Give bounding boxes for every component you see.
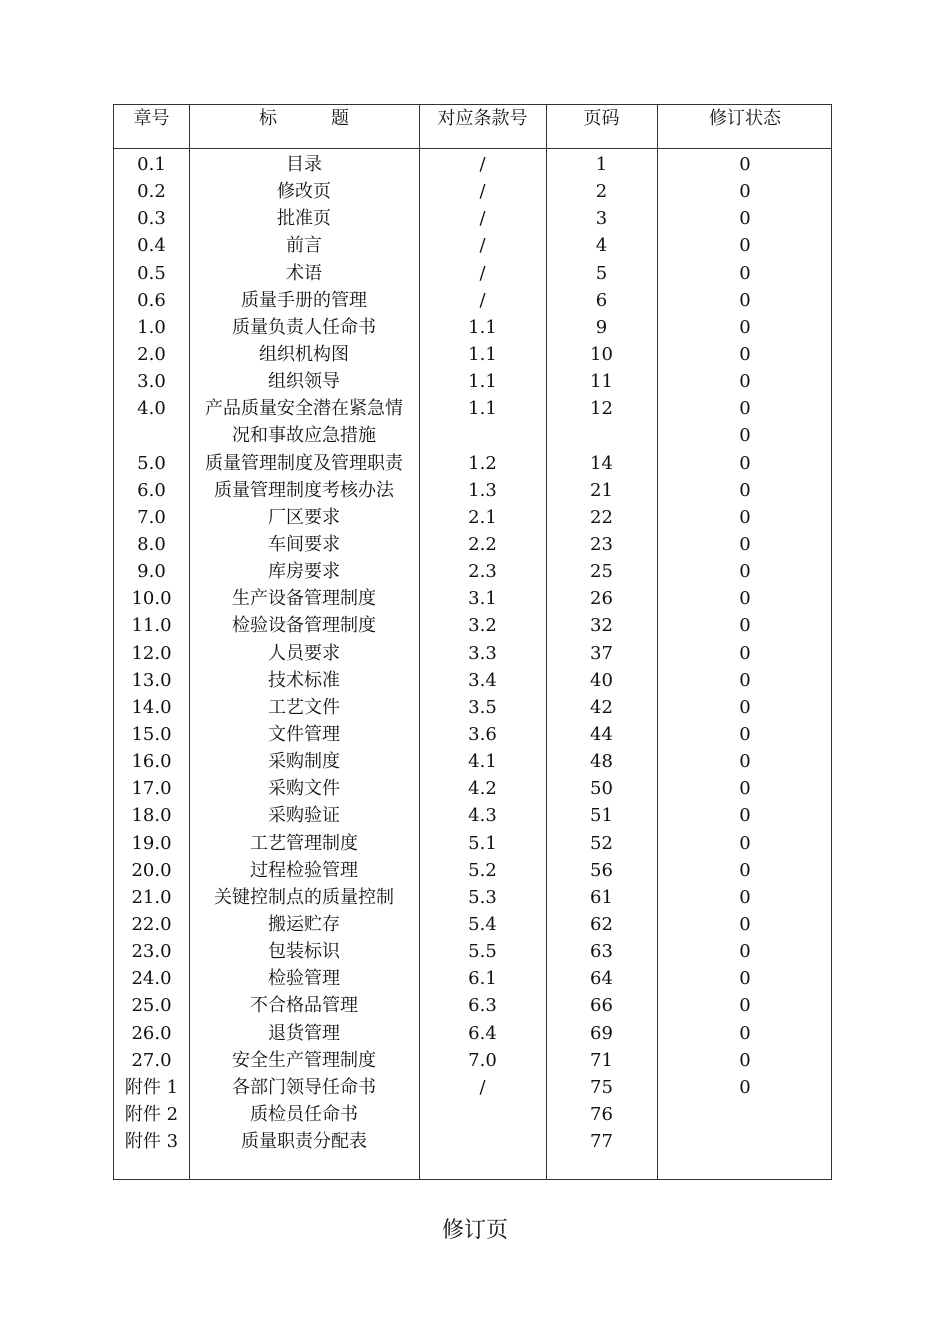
table-row — [114, 287, 831, 314]
revision-cell: 0 — [739, 642, 751, 664]
revision-cell: 0 — [739, 832, 751, 854]
table-row — [114, 260, 831, 287]
page-cell: 71 — [590, 1049, 613, 1071]
clause-cell: / — [479, 181, 486, 203]
table-row — [114, 748, 831, 775]
header-revision: 修订状态 — [709, 108, 781, 129]
title-cell: 质量手册的管理 — [241, 289, 367, 311]
table-row — [114, 992, 831, 1019]
table-row — [114, 612, 831, 639]
revision-cell: 0 — [739, 968, 751, 990]
table-row — [114, 802, 831, 829]
page-cell: 64 — [590, 968, 613, 990]
table-row — [114, 151, 831, 178]
page-cell: 9 — [595, 316, 608, 338]
table-row — [114, 640, 831, 667]
chapter-cell: 0.6 — [137, 289, 166, 311]
clause-cell: 7.0 — [468, 1049, 497, 1071]
title-cell: 采购文件 — [268, 778, 340, 800]
title-cell: 工艺文件 — [268, 696, 340, 718]
title-cell: 质检员任命书 — [250, 1103, 358, 1125]
table-row — [114, 341, 831, 368]
chapter-cell: 附件 3 — [124, 1131, 179, 1153]
chapter-cell: 0.3 — [137, 208, 166, 230]
page-cell: 50 — [590, 778, 613, 800]
revision-cell: 0 — [739, 181, 751, 203]
table-row — [114, 1101, 831, 1128]
chapter-cell: 22.0 — [131, 913, 172, 935]
page-cell: 40 — [590, 669, 613, 691]
title-cell: 修改页 — [277, 181, 331, 203]
table-row — [114, 422, 831, 449]
title-cell: 况和事故应急措施 — [232, 425, 376, 447]
title-cell: 各部门领导任命书 — [232, 1076, 376, 1098]
clause-cell: / — [479, 1076, 486, 1098]
table-row — [114, 911, 831, 938]
chapter-cell: 3.0 — [137, 371, 166, 393]
chapter-cell: 12.0 — [131, 642, 172, 664]
title-cell: 目录 — [286, 154, 322, 175]
chapter-cell: 21.0 — [131, 886, 172, 908]
table-row — [114, 504, 831, 531]
page-cell — [546, 422, 657, 449]
title-cell: 质量管理制度考核办法 — [214, 479, 394, 501]
chapter-cell: 2.0 — [137, 343, 166, 365]
clause-cell: 3.3 — [468, 642, 497, 664]
page-cell: 52 — [590, 832, 613, 854]
revision-cell: 0 — [739, 995, 751, 1017]
title-cell: 组织领导 — [268, 371, 340, 393]
clause-cell: 2.2 — [468, 533, 497, 555]
clause-cell: 5.5 — [468, 941, 497, 963]
revision-cell: 0 — [739, 452, 751, 474]
chapter-cell: 19.0 — [131, 832, 172, 854]
page-cell: 32 — [590, 615, 613, 637]
header-title: 标 题 — [259, 108, 349, 129]
chapter-cell: 6.0 — [137, 479, 166, 501]
chapter-cell: 11.0 — [131, 615, 172, 637]
page-cell: 4 — [595, 235, 608, 257]
chapter-cell: 0.2 — [137, 181, 166, 203]
revision-cell: 0 — [739, 1022, 751, 1044]
table-row — [114, 667, 831, 694]
revision-cell: 0 — [739, 425, 751, 447]
clause-cell: 6.3 — [468, 995, 497, 1017]
clause-cell: 5.4 — [468, 913, 497, 935]
revision-cell: 0 — [739, 479, 751, 501]
chapter-cell: 4.0 — [137, 398, 166, 420]
page-cell: 12 — [590, 398, 613, 420]
chapter-cell: 5.0 — [137, 452, 166, 474]
revision-cell: 0 — [739, 561, 751, 583]
table-row — [114, 450, 831, 477]
table-row — [114, 857, 831, 884]
revision-cell: 0 — [739, 316, 751, 338]
title-cell: 搬运贮存 — [268, 913, 340, 935]
table-row — [114, 531, 831, 558]
title-cell: 质量管理制度及管理职责 — [205, 452, 403, 474]
chapter-cell: 15.0 — [131, 723, 172, 745]
page-cell: 23 — [590, 533, 613, 555]
table-row — [114, 477, 831, 504]
header-chapter: 章号 — [133, 108, 170, 129]
chapter-cell: 26.0 — [131, 1022, 172, 1044]
clause-cell: / — [479, 262, 486, 284]
page-cell: 6 — [595, 289, 608, 311]
chapter-cell: 0.5 — [137, 262, 166, 284]
clause-cell: / — [479, 208, 486, 230]
clause-cell: 5.2 — [468, 859, 497, 881]
revision-cell: 0 — [739, 533, 751, 555]
contents-table — [113, 104, 832, 1180]
chapter-cell: 1.0 — [137, 316, 166, 338]
table-row — [114, 775, 831, 802]
page-cell: 44 — [590, 723, 613, 745]
chapter-cell: 附件 2 — [124, 1103, 179, 1125]
chapter-cell: 24.0 — [131, 968, 172, 990]
title-cell: 人员要求 — [268, 642, 340, 664]
chapter-cell: 20.0 — [131, 859, 172, 881]
revision-cell — [657, 1101, 833, 1128]
revision-cell: 0 — [739, 696, 751, 718]
clause-cell: 3.2 — [468, 615, 497, 637]
clause-cell: 2.3 — [468, 561, 497, 583]
clause-cell: 3.6 — [468, 723, 497, 745]
table-row — [114, 232, 831, 259]
clause-cell: 1.1 — [468, 371, 497, 393]
title-cell: 退货管理 — [268, 1022, 340, 1044]
clause-cell: 1.3 — [468, 479, 497, 501]
chapter-cell: 9.0 — [137, 561, 166, 583]
chapter-cell: 8.0 — [137, 533, 166, 555]
revision-cell: 0 — [739, 778, 751, 800]
table-row — [114, 368, 831, 395]
title-cell: 前言 — [286, 235, 322, 257]
table-row — [114, 694, 831, 721]
page-cell: 25 — [590, 561, 613, 583]
table-row — [114, 965, 831, 992]
revision-cell: 0 — [739, 1076, 751, 1098]
revision-cell: 0 — [739, 886, 751, 908]
title-cell: 过程检验管理 — [250, 859, 358, 881]
table-row — [114, 938, 831, 965]
clause-cell — [419, 422, 546, 449]
title-cell: 检验管理 — [268, 968, 340, 990]
clause-cell — [419, 1101, 546, 1128]
revision-cell: 0 — [739, 154, 751, 175]
clause-cell: 1.2 — [468, 452, 497, 474]
chapter-cell: 附件 1 — [124, 1076, 179, 1098]
table-row — [114, 585, 831, 612]
chapter-cell: 0.1 — [137, 154, 166, 175]
title-cell: 车间要求 — [268, 533, 340, 555]
page-cell: 63 — [590, 941, 613, 963]
title-cell: 文件管理 — [268, 723, 340, 745]
table-row — [114, 314, 831, 341]
page-cell: 21 — [590, 479, 613, 501]
title-cell: 关键控制点的质量控制 — [214, 886, 394, 908]
title-cell: 术语 — [286, 262, 322, 284]
chapter-cell: 10.0 — [131, 588, 172, 610]
chapter-cell: 23.0 — [131, 941, 172, 963]
page-cell: 22 — [590, 506, 613, 528]
table-row — [114, 205, 831, 232]
revision-cell: 0 — [739, 343, 751, 365]
chapter-cell: 16.0 — [131, 751, 172, 773]
page-cell: 10 — [590, 343, 613, 365]
title-cell: 质量负责人任命书 — [232, 316, 376, 338]
clause-cell: 3.1 — [468, 588, 497, 610]
revision-cell: 0 — [739, 723, 751, 745]
revision-cell: 0 — [739, 913, 751, 935]
revision-cell: 0 — [739, 289, 751, 311]
table-row — [114, 1128, 831, 1155]
page-cell: 76 — [590, 1103, 613, 1125]
table-row — [114, 178, 831, 205]
title-cell: 采购验证 — [268, 805, 340, 827]
title-cell: 组织机构图 — [259, 343, 349, 365]
revision-cell: 0 — [739, 669, 751, 691]
clause-cell: 3.4 — [468, 669, 497, 691]
clause-cell: 1.1 — [468, 316, 497, 338]
clause-cell: / — [479, 235, 486, 257]
revision-cell: 0 — [739, 941, 751, 963]
page-cell: 26 — [590, 588, 613, 610]
title-cell: 批准页 — [277, 208, 331, 230]
page-cell: 77 — [590, 1131, 613, 1153]
clause-cell: 3.5 — [468, 696, 497, 718]
clause-cell: 5.3 — [468, 886, 497, 908]
clause-cell: 6.1 — [468, 968, 497, 990]
page-cell: 37 — [590, 642, 613, 664]
clause-cell: 4.3 — [468, 805, 497, 827]
page-cell: 48 — [590, 751, 613, 773]
page-cell: 56 — [590, 859, 613, 881]
table-body — [114, 151, 831, 1155]
chapter-cell: 7.0 — [137, 506, 166, 528]
revision-cell: 0 — [739, 588, 751, 610]
revision-cell: 0 — [739, 371, 751, 393]
revision-cell — [657, 1128, 833, 1155]
title-cell: 不合格品管理 — [250, 995, 358, 1017]
page-cell: 69 — [590, 1022, 613, 1044]
revision-cell: 0 — [739, 262, 751, 284]
chapter-cell: 18.0 — [131, 805, 172, 827]
page-cell: 11 — [590, 371, 613, 393]
title-cell: 采购制度 — [268, 751, 340, 773]
clause-cell: 1.1 — [468, 343, 497, 365]
chapter-cell: 14.0 — [131, 696, 172, 718]
page-cell: 75 — [590, 1076, 613, 1098]
page-cell: 42 — [590, 696, 613, 718]
title-cell: 检验设备管理制度 — [232, 615, 376, 637]
chapter-cell: 13.0 — [131, 669, 172, 691]
table-row — [114, 395, 831, 422]
revision-cell: 0 — [739, 235, 751, 257]
header-page: 页码 — [583, 108, 620, 129]
chapter-cell: 0.4 — [137, 235, 166, 257]
title-cell: 工艺管理制度 — [250, 832, 358, 854]
title-cell: 安全生产管理制度 — [232, 1049, 376, 1071]
page-cell: 1 — [595, 154, 608, 175]
clause-cell: / — [479, 154, 486, 175]
table-row — [114, 558, 831, 585]
table-row — [114, 1020, 831, 1047]
page-cell: 62 — [590, 913, 613, 935]
clause-cell — [419, 1128, 546, 1155]
page-cell: 5 — [595, 262, 608, 284]
revision-cell: 0 — [739, 859, 751, 881]
revision-cell: 0 — [739, 208, 751, 230]
title-cell: 包装标识 — [268, 941, 340, 963]
page-cell: 51 — [590, 805, 613, 827]
title-cell: 库房要求 — [268, 561, 340, 583]
table-row — [114, 721, 831, 748]
table-row — [114, 884, 831, 911]
header-divider — [114, 148, 831, 149]
table-row — [114, 1074, 831, 1101]
revision-cell: 0 — [739, 615, 751, 637]
clause-cell: 1.1 — [468, 398, 497, 420]
clause-cell: 2.1 — [468, 506, 497, 528]
page-cell: 14 — [590, 452, 613, 474]
clause-cell: 5.1 — [468, 832, 497, 854]
table-row — [114, 1047, 831, 1074]
clause-cell: 6.4 — [468, 1022, 497, 1044]
title-cell: 厂区要求 — [268, 506, 340, 528]
page-cell: 3 — [595, 208, 608, 230]
chapter-cell: 17.0 — [131, 778, 172, 800]
revision-cell: 0 — [739, 506, 751, 528]
chapter-cell — [114, 422, 189, 449]
revision-page-title: 修订页 — [441, 1218, 508, 1243]
clause-cell: 4.2 — [468, 778, 497, 800]
page-cell: 66 — [590, 995, 613, 1017]
clause-cell: 4.1 — [468, 751, 497, 773]
clause-cell: / — [479, 289, 486, 311]
page-cell: 61 — [590, 886, 613, 908]
title-cell: 技术标准 — [268, 669, 340, 691]
revision-cell: 0 — [739, 805, 751, 827]
table-row — [114, 830, 831, 857]
chapter-cell: 25.0 — [131, 995, 172, 1017]
chapter-cell: 27.0 — [131, 1049, 172, 1071]
title-cell: 产品质量安全潜在紧急情 — [205, 398, 403, 420]
revision-cell: 0 — [739, 398, 751, 420]
revision-cell: 0 — [739, 751, 751, 773]
title-cell: 生产设备管理制度 — [232, 588, 376, 610]
header-clause: 对应条款号 — [437, 108, 528, 129]
page-cell: 2 — [595, 181, 608, 203]
title-cell: 质量职责分配表 — [241, 1131, 367, 1153]
revision-cell: 0 — [739, 1049, 751, 1071]
